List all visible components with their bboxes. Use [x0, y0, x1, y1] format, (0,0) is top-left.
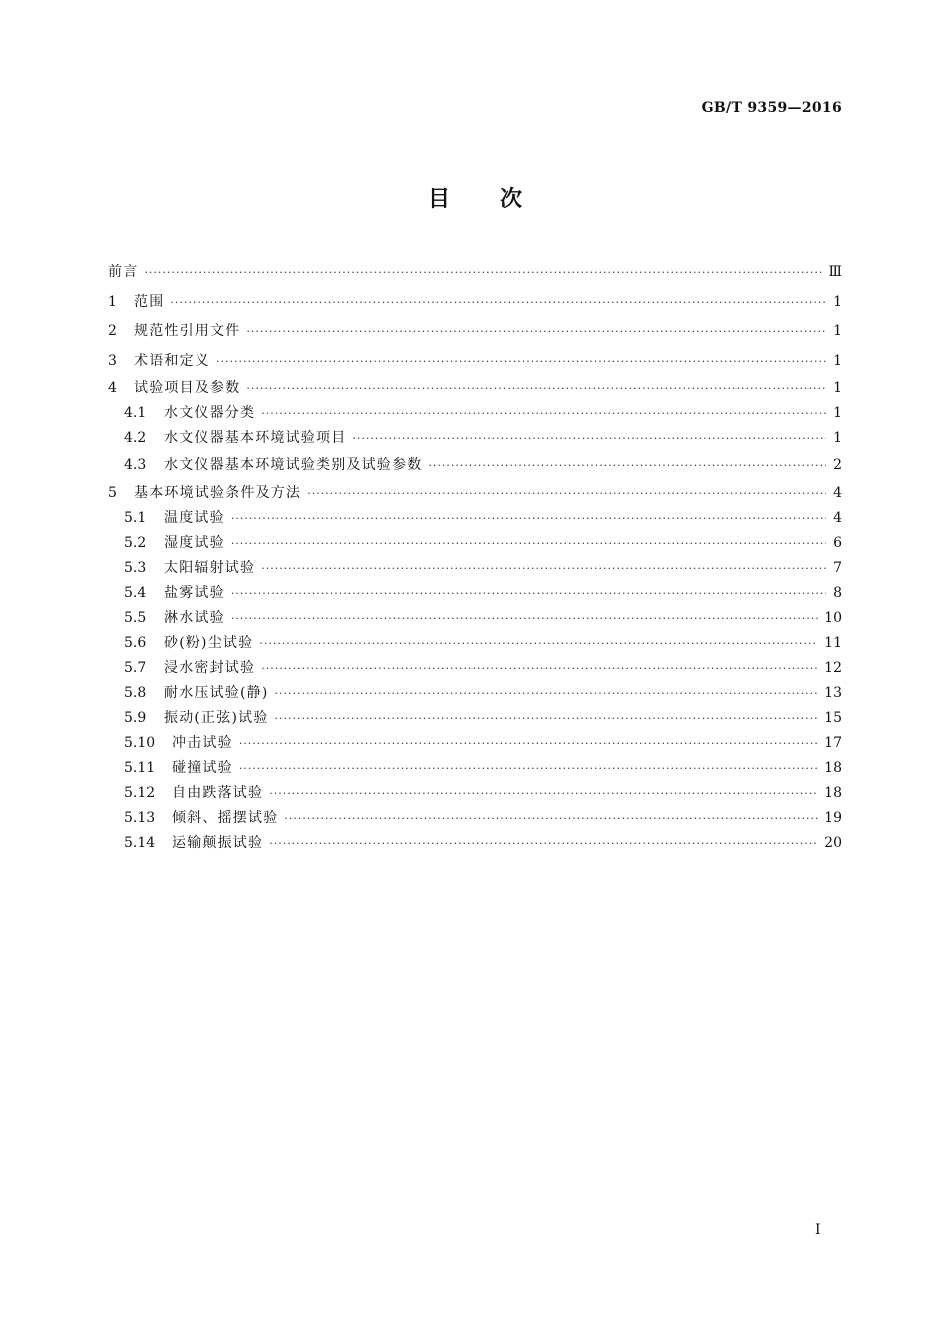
toc-subentry[interactable]	[108, 781, 842, 806]
toc-entry-page: 19	[824, 809, 842, 826]
toc-entry-number: 5	[108, 484, 117, 501]
toc-entry-page: 2	[833, 457, 842, 473]
toc-leader-dots	[261, 656, 818, 681]
toc-subentry[interactable]	[108, 806, 842, 831]
toc-leader-dots	[261, 401, 826, 426]
toc-entry[interactable]	[108, 347, 842, 377]
toc-entry-page: 18	[824, 784, 842, 801]
standard-code: GB/T 9359—2016	[701, 100, 842, 116]
toc-leader-dots	[246, 317, 826, 347]
page-number: I	[815, 1222, 821, 1238]
toc-entry-label: 试验项目及参数	[134, 380, 241, 396]
toc-entry-label: 盐雾试验	[164, 584, 225, 601]
toc-entry-page: 4	[833, 509, 842, 526]
toc-leader-dots	[239, 731, 818, 756]
toc-entry[interactable]	[108, 481, 842, 506]
toc-entry-number: 5.8	[124, 684, 147, 701]
toc-entry-label: 规范性引用文件	[134, 323, 241, 339]
toc-leader-dots	[259, 631, 818, 656]
toc-entry-page: 1	[833, 323, 842, 339]
toc-entry-number: 4	[108, 380, 117, 396]
toc-entry-number: 5.11	[124, 759, 156, 776]
toc-entry-page: Ⅲ	[828, 264, 842, 280]
toc-entry[interactable]	[108, 317, 842, 347]
toc-entry-label: 运输颠振试验	[172, 834, 264, 851]
toc-leader-dots	[269, 831, 818, 856]
toc-entry-label: 湿度试验	[164, 534, 225, 551]
toc-subentry[interactable]	[108, 506, 842, 531]
toc-entry-number: 4.2	[124, 430, 147, 446]
table-of-contents	[108, 258, 842, 856]
toc-entry-number: 5.5	[124, 609, 147, 626]
toc-entry-number: 5.14	[124, 834, 156, 851]
toc-entry-label: 水文仪器基本环境试验项目	[164, 430, 347, 446]
toc-entry-label: 砂(粉)尘试验	[164, 634, 254, 651]
toc-entry-number: 5.3	[124, 559, 147, 576]
toc-entry-page: 20	[824, 834, 842, 851]
toc-entry-number: 5.7	[124, 659, 147, 676]
toc-leader-dots	[144, 258, 822, 288]
toc-subentry[interactable]	[108, 706, 842, 731]
toc-entry-label: 太阳辐射试验	[164, 559, 256, 576]
toc-entry-label: 术语和定义	[134, 352, 210, 369]
toc-leader-dots	[231, 581, 826, 606]
toc-entry-page: 13	[824, 684, 842, 701]
toc-leader-dots	[307, 481, 826, 506]
toc-entry-foreword[interactable]	[108, 258, 842, 288]
toc-entry-number: 4.1	[124, 405, 147, 421]
toc-entry-number: 2	[108, 323, 117, 339]
toc-entry-page: 17	[824, 734, 842, 751]
toc-entry-number: 3	[108, 352, 117, 369]
toc-entry-label: 倾斜、摇摆试验	[172, 809, 279, 826]
toc-leader-dots	[428, 451, 826, 481]
toc-subentry[interactable]	[108, 731, 842, 756]
toc-entry-number: 5.10	[124, 734, 156, 751]
toc-subentry[interactable]	[108, 606, 842, 631]
toc-entry-label: 耐水压试验(静)	[164, 684, 269, 701]
toc-subentry[interactable]	[108, 581, 842, 606]
toc-entry-number: 5.1	[124, 509, 147, 526]
toc-leader-dots	[269, 781, 818, 806]
toc-subentry[interactable]	[108, 681, 842, 706]
toc-entry-label: 碰撞试验	[172, 759, 233, 776]
toc-entry[interactable]	[108, 288, 842, 318]
title-part-2: 次	[500, 186, 523, 212]
toc-entry-page: 1	[833, 405, 842, 421]
toc-entry-page: 15	[824, 709, 842, 726]
toc-subentry[interactable]	[108, 531, 842, 556]
toc-entry-number: 5.6	[124, 634, 147, 651]
toc-leader-dots	[275, 706, 819, 731]
toc-subentry[interactable]	[108, 401, 842, 426]
toc-entry-number: 4.3	[124, 457, 147, 473]
toc-leader-dots	[261, 556, 826, 581]
toc-leader-dots	[216, 347, 826, 377]
toc-leader-dots	[231, 531, 826, 556]
toc-entry-label: 温度试验	[164, 509, 225, 526]
toc-subentry[interactable]	[108, 631, 842, 656]
toc-entry-label: 基本环境试验条件及方法	[134, 484, 302, 501]
toc-entry-label: 振动(正弦)试验	[164, 709, 269, 726]
toc-subentry[interactable]	[108, 656, 842, 681]
toc-leader-dots	[246, 376, 826, 401]
toc-entry-number: 5.4	[124, 584, 147, 601]
toc-entry-page: 7	[833, 559, 842, 576]
toc-leader-dots	[275, 681, 819, 706]
title-part-1: 目	[427, 186, 450, 212]
toc-entry-page: 1	[833, 430, 842, 446]
toc-subentry[interactable]	[108, 426, 842, 451]
toc-entry-page: 4	[833, 484, 842, 501]
toc-entry-label: 淋水试验	[164, 609, 225, 626]
toc-entry-label: 前言	[108, 264, 139, 280]
toc-entry-label: 自由跌落试验	[172, 784, 264, 801]
toc-subentry[interactable]	[108, 831, 842, 856]
toc-leader-dots	[284, 806, 818, 831]
toc-leader-dots	[170, 288, 826, 318]
toc-entry-label: 水文仪器分类	[164, 405, 256, 421]
toc-entry-page: 18	[824, 759, 842, 776]
toc-entry-number: 5.12	[124, 784, 156, 801]
toc-entry-page: 1	[833, 380, 842, 396]
toc-entry-page: 12	[824, 659, 842, 676]
toc-entry-number: 5.2	[124, 534, 147, 551]
toc-entry-page: 8	[833, 584, 842, 601]
toc-entry-page: 1	[833, 352, 842, 369]
toc-entry[interactable]	[108, 376, 842, 401]
toc-entry-number: 5.9	[124, 709, 147, 726]
page-title	[0, 182, 950, 213]
toc-subentry[interactable]	[108, 756, 842, 781]
toc-leader-dots	[352, 426, 826, 451]
toc-entry-page: 11	[824, 634, 842, 651]
toc-entry-label: 水文仪器基本环境试验类别及试验参数	[164, 457, 423, 473]
toc-entry-page: 10	[824, 609, 842, 626]
toc-entry-page: 6	[833, 534, 842, 551]
toc-entry-number: 1	[108, 293, 117, 310]
toc-leader-dots	[231, 606, 818, 631]
toc-entry-label: 冲击试验	[172, 734, 233, 751]
toc-entry-number: 5.13	[124, 809, 156, 826]
toc-entry-page: 1	[833, 293, 842, 310]
toc-leader-dots	[231, 506, 826, 531]
toc-entry-label: 范围	[134, 293, 165, 310]
toc-entry-label: 浸水密封试验	[164, 659, 256, 676]
toc-leader-dots	[239, 756, 818, 781]
toc-subentry[interactable]	[108, 556, 842, 581]
toc-subentry[interactable]	[108, 451, 842, 481]
